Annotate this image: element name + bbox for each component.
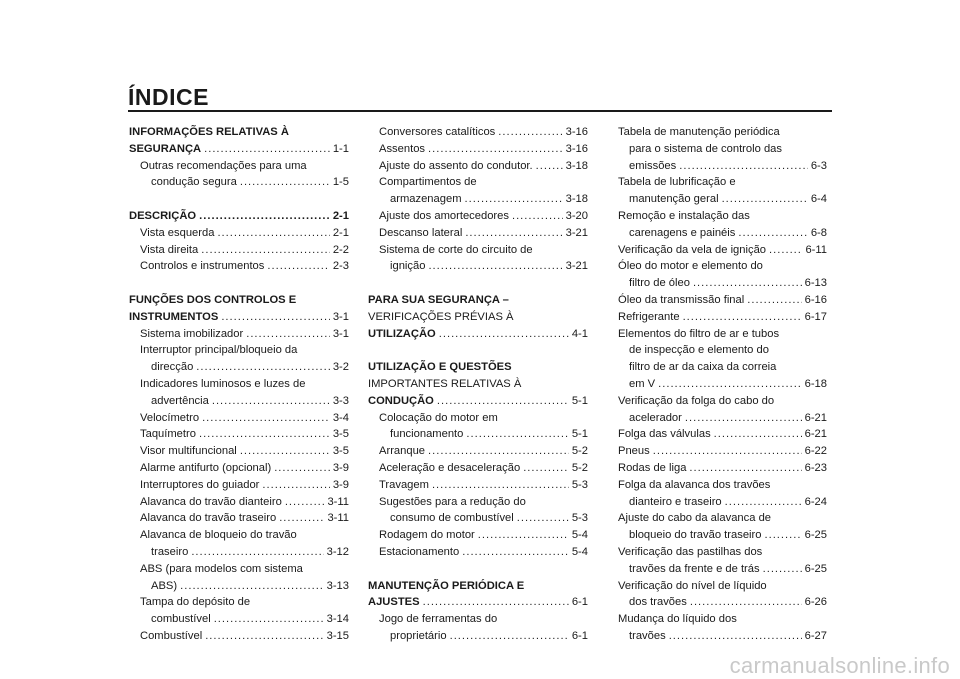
toc-entry-title: Conversores catalíticos [379, 126, 496, 138]
title-divider [128, 110, 832, 112]
dot-leader [465, 225, 562, 242]
toc-entry-title: emissões [629, 159, 677, 172]
toc-entry[interactable] [129, 527, 349, 561]
toc-entry-title: travões [629, 629, 666, 642]
toc-page-number: 6-17 [804, 310, 827, 323]
toc-entry-title: Vista esquerda [140, 226, 215, 239]
dot-leader [769, 242, 802, 259]
toc-entry[interactable] [618, 510, 827, 544]
dot-leader [517, 510, 569, 527]
toc-entry[interactable] [618, 460, 827, 477]
toc-page-number: 3-5 [332, 445, 349, 458]
toc-entry-title: dos travões [629, 596, 687, 609]
dot-leader [221, 309, 330, 326]
toc-entry[interactable] [129, 510, 349, 527]
toc-page-number: 6-1 [571, 596, 588, 609]
dot-leader [693, 275, 802, 292]
dot-leader [285, 494, 325, 511]
toc-page-number: 6-21 [804, 411, 827, 424]
dot-leader [690, 594, 802, 611]
dot-leader [246, 326, 330, 343]
toc-page-number: 6-16 [804, 293, 827, 306]
toc-entry-title: Rodagem do motor [379, 529, 475, 542]
dot-leader [199, 426, 330, 443]
toc-entry-title: filtro de ar da caixa da correia [629, 361, 777, 374]
toc-entry-title: travões da frente e de trás [629, 562, 760, 575]
toc-entry-title: de inspecção e elemento do [629, 344, 769, 357]
toc-entry[interactable] [618, 326, 827, 393]
toc-entry[interactable] [368, 611, 588, 645]
toc-entry[interactable] [129, 594, 349, 628]
toc-entry[interactable] [368, 460, 588, 477]
dot-leader [523, 460, 569, 477]
dot-leader [201, 242, 330, 259]
toc-entry-title: ignição [390, 260, 426, 273]
toc-page-number: 3-18 [565, 159, 588, 172]
toc-entry-title: Sistema de corte do circuito de [379, 243, 533, 256]
toc-entry-title: Controlos e instrumentos [140, 260, 265, 273]
toc-page-number: 3-2 [332, 361, 349, 374]
toc-entry-title: Visor multifuncional [140, 445, 237, 458]
dot-leader [199, 208, 330, 225]
toc-entry-title: dianteiro e traseiro [629, 495, 722, 508]
toc-page-number: 6-25 [804, 529, 827, 542]
toc-section-entry[interactable] [368, 578, 588, 612]
toc-page-number: 5-2 [571, 445, 588, 458]
dot-leader [738, 225, 807, 242]
toc-entry-title: armazenagem [390, 193, 462, 206]
dot-leader [279, 510, 324, 527]
section-spacer [368, 342, 588, 359]
toc-page-number: 3-18 [565, 193, 588, 206]
section-spacer [129, 191, 349, 208]
dot-leader [180, 578, 323, 595]
toc-entry[interactable] [618, 393, 827, 427]
dot-leader [432, 477, 569, 494]
toc-page-number: 3-16 [565, 126, 588, 138]
toc-entry[interactable] [368, 494, 588, 528]
toc-entry[interactable] [368, 477, 588, 494]
toc-entry[interactable] [129, 242, 349, 259]
dot-leader [439, 326, 569, 343]
toc-page-number: 3-11 [327, 495, 349, 508]
toc-page-number: 2-1 [332, 209, 349, 222]
toc-entry[interactable] [618, 292, 827, 309]
toc-entry-title: Alavanca do travão dianteiro [140, 495, 282, 508]
toc-page-number: 5-1 [571, 394, 588, 407]
dot-leader [274, 460, 330, 477]
toc-entry-title: Jogo de ferramentas do [379, 613, 498, 626]
toc-entry-title: consumo de combustível [390, 512, 514, 525]
dot-leader [512, 208, 563, 225]
toc-entry-title: Colocação do motor em [379, 411, 498, 424]
toc-entry[interactable] [129, 158, 349, 192]
toc-entry-title: carenagens e painéis [629, 226, 736, 239]
toc-entry-title: Rodas de liga [618, 461, 687, 474]
toc-entry-title: Refrigerante [618, 310, 680, 323]
toc-column-2 [368, 124, 588, 645]
toc-entry[interactable] [368, 225, 588, 242]
toc-page-number: 3-20 [565, 209, 588, 222]
toc-entry-title: INFORMAÇÕES RELATIVAS À [129, 126, 289, 138]
toc-entry[interactable] [618, 544, 827, 578]
toc-entry-title: Combustível [140, 629, 203, 642]
toc-entry-title: Ajuste do assento do condutor. [379, 159, 533, 172]
section-spacer [368, 275, 588, 292]
toc-page-number: 3-9 [332, 461, 349, 474]
toc-entry[interactable] [368, 242, 588, 276]
toc-entry[interactable] [368, 527, 588, 544]
toc-page-number: 6-26 [804, 596, 827, 609]
toc-page-number: 6-3 [810, 159, 827, 172]
dot-leader [763, 561, 802, 578]
toc-entry-title: acelerador [629, 411, 682, 424]
toc-page-number: 6-21 [804, 428, 827, 441]
toc-entry-title: Verificação da folga do cabo do [618, 394, 775, 407]
toc-section-entry[interactable] [368, 359, 588, 409]
toc-entry-title: Verificação da vela de ignição [618, 243, 767, 256]
toc-entry-title: manutenção geral [629, 193, 719, 206]
toc-entry-title: Alarme antifurto (opcional) [140, 461, 272, 474]
toc-entry-title: proprietário [390, 629, 447, 642]
dot-leader [653, 443, 802, 460]
toc-entry-title: Pneus [618, 445, 650, 458]
toc-entry-title: DESCRIÇÃO [129, 209, 197, 222]
toc-page-number: 6-27 [804, 629, 827, 642]
dot-leader [462, 544, 569, 561]
toc-section-entry[interactable] [129, 208, 349, 225]
toc-entry-title: Tampa do depósito de [140, 596, 251, 609]
dot-leader [536, 158, 563, 175]
toc-page-number: 4-1 [571, 327, 588, 340]
toc-entry-title: Velocímetro [140, 411, 200, 424]
toc-entry[interactable] [618, 611, 827, 645]
toc-entry-title: Remoção e instalação das [618, 209, 750, 222]
toc-entry[interactable] [618, 443, 827, 460]
toc-entry[interactable] [129, 460, 349, 477]
toc-entry-title: UTILIZAÇÃO [368, 327, 436, 340]
toc-entry[interactable] [129, 410, 349, 427]
toc-entry[interactable] [129, 376, 349, 410]
toc-page-number: 3-14 [326, 613, 349, 626]
toc-page-number: 3-9 [332, 478, 349, 491]
toc-page-number: 3-3 [332, 394, 349, 407]
toc-entry-title: Folga das válvulas [618, 428, 711, 441]
dot-leader [725, 494, 802, 511]
toc-entry-title: FUNÇÕES DOS CONTROLOS E [129, 293, 297, 306]
dot-leader [214, 611, 324, 628]
toc-entry[interactable] [368, 124, 588, 141]
toc-page-number: 3-21 [565, 226, 588, 239]
toc-entry-title: Verificação das pastilhas dos [618, 545, 763, 558]
toc-entry-title: Óleo da transmissão final [618, 293, 745, 306]
toc-page-number: 5-4 [571, 545, 588, 558]
toc-entry-title: Tabela de manutenção periódica [618, 126, 780, 138]
toc-section-entry[interactable] [368, 292, 588, 342]
toc-entry[interactable] [618, 258, 827, 292]
toc-page-number: 3-4 [332, 411, 349, 424]
dot-leader [465, 191, 563, 208]
toc-entry-title: AJUSTES [368, 596, 420, 609]
dot-leader [764, 527, 801, 544]
toc-entry-title: Folga da alavanca dos travões [618, 478, 771, 491]
toc-page-number: 2-2 [332, 243, 349, 256]
toc-page-number: 3-5 [332, 428, 349, 441]
toc-entry-title: Descanso lateral [379, 226, 463, 239]
toc-page-number: 3-15 [326, 629, 349, 642]
page-title: ÍNDICE [128, 84, 209, 110]
toc-page-number: 5-3 [571, 512, 588, 525]
toc-entry[interactable] [129, 628, 349, 645]
toc-entry-title: Aceleração e desaceleração [379, 461, 521, 474]
toc-entry-title: PARA SUA SEGURANÇA – [368, 293, 509, 306]
toc-entry-title: Alavanca de bloqueio do travão [140, 529, 297, 542]
dot-leader [679, 158, 808, 175]
toc-entry[interactable] [618, 309, 827, 326]
toc-entry[interactable] [368, 410, 588, 444]
toc-page-number: 3-13 [326, 579, 349, 592]
toc-entry[interactable] [618, 174, 827, 208]
toc-page-number: 2-3 [332, 260, 349, 273]
dot-leader [212, 393, 330, 410]
toc-entry[interactable] [129, 494, 349, 511]
toc-entry[interactable] [368, 208, 588, 225]
toc-entry[interactable] [618, 477, 827, 511]
dot-leader [423, 594, 569, 611]
toc-entry-title: ABS (para modelos com sistema [140, 562, 303, 575]
toc-entry[interactable] [618, 578, 827, 612]
toc-entry[interactable] [368, 443, 588, 460]
toc-entry-title: Compartimentos de [379, 176, 477, 189]
toc-entry[interactable] [618, 124, 827, 174]
toc-entry-title: Indicadores luminosos e luzes de [140, 377, 306, 390]
toc-entry[interactable] [129, 426, 349, 443]
dot-leader [240, 174, 330, 191]
toc-page-number: 2-1 [332, 226, 349, 239]
toc-entry[interactable] [368, 174, 588, 208]
dot-leader [196, 359, 330, 376]
watermark: carmanualsonline.info [729, 653, 950, 678]
toc-entry[interactable] [129, 443, 349, 460]
dot-leader [437, 393, 569, 410]
toc-entry-title: Ajuste dos amortecedores [379, 209, 509, 222]
dot-leader [428, 141, 563, 158]
dot-leader [267, 258, 329, 275]
toc-entry-title: SEGURANÇA [129, 142, 202, 155]
toc-entry-title: Mudança do líquido dos [618, 613, 737, 626]
toc-entry-title: VERIFICAÇÕES PRÉVIAS À [368, 310, 514, 323]
toc-page-number: 6-4 [810, 193, 827, 206]
toc-entry-title: CONDUÇÃO [368, 394, 434, 407]
toc-entry[interactable] [129, 561, 349, 595]
toc-entry-title: Verificação do nível de líquido [618, 579, 767, 592]
toc-page-number: 6-11 [805, 243, 827, 256]
toc-entry-title: Tabela de lubrificação e [618, 176, 736, 189]
toc-entry-title: bloqueio do travão traseiro [629, 529, 762, 542]
toc-page-number: 3-1 [332, 327, 349, 340]
toc-entry-title: Taquímetro [140, 428, 196, 441]
dot-leader [205, 628, 323, 645]
toc-entry-title: combustível [151, 613, 211, 626]
toc-column-1 [129, 124, 349, 645]
dot-leader [658, 376, 801, 393]
toc-page-number: 6-18 [804, 377, 827, 390]
toc-entry[interactable] [129, 477, 349, 494]
toc-entry[interactable] [368, 544, 588, 561]
dot-leader [428, 443, 569, 460]
toc-entry-title: ABS) [151, 579, 178, 592]
toc-page-number: 3-21 [565, 260, 588, 273]
dot-leader [669, 628, 802, 645]
toc-page-number: 1-5 [332, 176, 349, 189]
dot-leader [478, 527, 569, 544]
dot-leader [685, 410, 802, 427]
dot-leader [689, 460, 801, 477]
toc-entry[interactable] [368, 158, 588, 175]
toc-entry-title: advertência [151, 394, 209, 407]
toc-entry-title: Interruptor principal/bloqueio da [140, 344, 298, 357]
dot-leader [747, 292, 801, 309]
toc-entry-title: Estacionamento [379, 545, 460, 558]
toc-entry-title: Óleo do motor e elemento do [618, 260, 763, 273]
toc-entry-title: Interruptores do guiador [140, 478, 260, 491]
toc-entry-title: Elementos do filtro de ar e tubos [618, 327, 780, 340]
toc-entry-title: para o sistema de controlo das [629, 142, 782, 155]
section-spacer [129, 275, 349, 292]
toc-page-number: 5-1 [571, 428, 588, 441]
section-spacer [368, 561, 588, 578]
toc-page-number: 3-16 [565, 142, 588, 155]
toc-entry-title: IMPORTANTES RELATIVAS À [368, 377, 522, 390]
dot-leader [714, 426, 802, 443]
toc-entry-title: UTILIZAÇÃO E QUESTÕES [368, 361, 512, 374]
dot-leader [466, 426, 568, 443]
toc-entry-title: Travagem [379, 478, 429, 491]
toc-page-number: 6-8 [810, 226, 827, 239]
dot-leader [204, 141, 330, 158]
dot-leader [683, 309, 802, 326]
toc-entry-title: INSTRUMENTOS [129, 310, 219, 323]
toc-entry[interactable] [368, 141, 588, 158]
toc-entry[interactable] [618, 242, 827, 259]
toc-entry[interactable] [129, 326, 349, 343]
toc-entry-title: Assentos [379, 142, 426, 155]
toc-entry-title: Ajuste do cabo da alavanca de [618, 512, 772, 525]
toc-entry[interactable] [129, 342, 349, 376]
toc-entry-title: Alavanca do travão traseiro [140, 512, 277, 525]
toc-page-number: 5-3 [571, 478, 588, 491]
toc-entry-title: Vista direita [140, 243, 199, 256]
toc-entry-title: Sistema imobilizador [140, 327, 244, 340]
toc-page-number: 5-2 [571, 461, 588, 474]
toc-entry-title: condução segura [151, 176, 237, 189]
toc-page-number: 3-11 [327, 512, 349, 525]
toc-entry-title: em V [629, 377, 656, 390]
toc-page-number: 6-24 [804, 495, 827, 508]
toc-entry[interactable] [618, 426, 827, 443]
toc-entry-title: Outras recomendações para uma [140, 159, 307, 172]
dot-leader [240, 443, 330, 460]
toc-entry-title: Arranque [379, 445, 426, 458]
dot-leader [217, 225, 329, 242]
toc-page-number: 5-4 [571, 529, 588, 542]
toc-entry-title: filtro de óleo [629, 277, 690, 290]
dot-leader [722, 191, 808, 208]
toc-entry-title: funcionamento [390, 428, 464, 441]
dot-leader [202, 410, 330, 427]
toc-page-number: 1-1 [332, 142, 349, 155]
dot-leader [262, 477, 329, 494]
dot-leader [450, 628, 569, 645]
toc-entry[interactable] [129, 258, 349, 275]
dot-leader [498, 124, 562, 141]
dot-leader [428, 258, 562, 275]
toc-entry-title: MANUTENÇÃO PERIÓDICA E [368, 579, 525, 592]
toc-column-3 [618, 124, 827, 645]
toc-entry-title: direcção [151, 361, 194, 374]
toc-page-number: 3-1 [332, 310, 349, 323]
dot-leader [191, 544, 323, 561]
toc-entry[interactable] [618, 208, 827, 242]
toc-page-number: 6-25 [804, 562, 827, 575]
toc-page-number: 6-1 [571, 629, 588, 642]
toc-entry-title: Sugestões para a redução do [379, 495, 526, 508]
toc-page-number: 6-23 [804, 461, 827, 474]
toc-page-number: 6-13 [804, 277, 827, 290]
toc-entry-title: traseiro [151, 545, 189, 558]
toc-section-entry[interactable] [129, 124, 349, 158]
toc-page-number: 3-12 [326, 545, 349, 558]
toc-page-number: 6-22 [804, 445, 827, 458]
toc-entry[interactable] [129, 225, 349, 242]
toc-section-entry[interactable] [129, 292, 349, 326]
